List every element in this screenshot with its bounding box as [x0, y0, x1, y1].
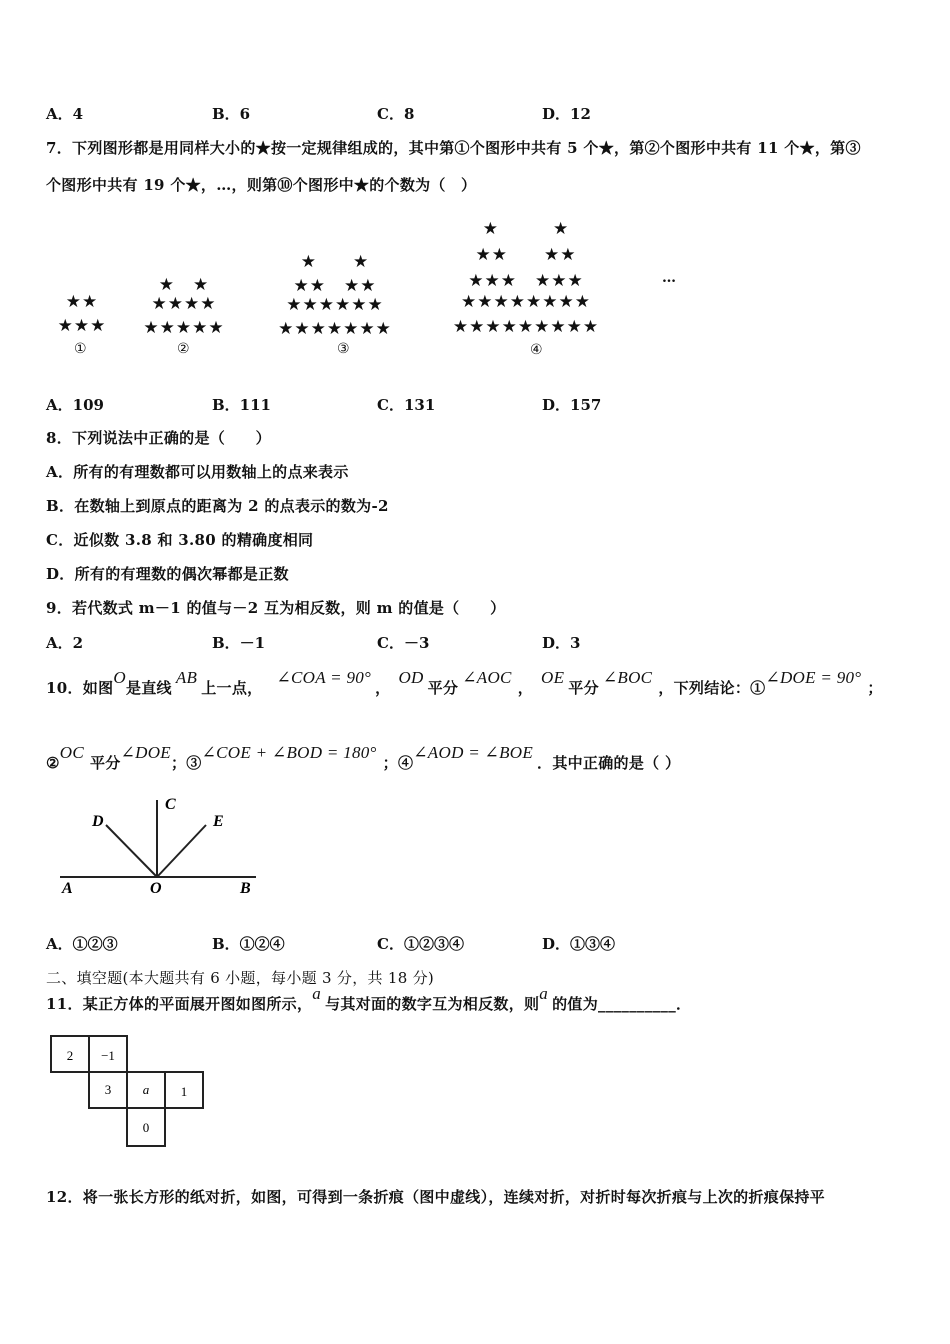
q7-stem-line1: 7．下列图形都是用同样大小的★按一定规律组成的，其中第①个图形中共有 5 个★，第②个图形中共有 11 个★，第③ [46, 139, 861, 157]
q9-option-b: B．－1 [212, 634, 266, 652]
label-o: O [150, 880, 162, 897]
q12-stem-line1: 12．将一张长方形的纸对折，如图，可得到一条折痕（图中虚线），连续对折，对折时每次折痕与上次的折痕保持平 [46, 1188, 825, 1206]
q7-fig4-row: ★★ ★★ [475, 245, 577, 265]
ray-oe [157, 825, 206, 877]
q10-math: ∠BOC [602, 668, 653, 687]
q7-fig2-row: ★ ★ [158, 275, 210, 295]
q10-math: OD [398, 668, 424, 687]
label-e: E [213, 813, 224, 830]
q10-option-a: A．①②③ [46, 935, 118, 953]
q10-math: ∠AOD = ∠BOE [413, 743, 534, 762]
q11-text: ． [676, 995, 692, 1013]
label-b: B [240, 880, 251, 897]
net-cell-label: 0 [142, 1120, 150, 1135]
q10-math: ∠AOC [462, 668, 512, 687]
q10-text: 平分 [568, 679, 599, 697]
q7-option-b: B．111 [212, 396, 271, 414]
q10-stem-line1 [46, 668, 883, 698]
net-cell-label: −1 [101, 1048, 115, 1063]
q11-stem [46, 984, 692, 1014]
q10-stem-line2 [46, 743, 681, 773]
q11-answer-blank[interactable]: __________ [598, 995, 677, 1013]
q7-fig4-row: ★ ★ [482, 219, 570, 239]
q11-math: a [539, 984, 549, 1003]
q10-angle-diagram [56, 792, 266, 902]
net-cell-label: 1 [180, 1084, 188, 1099]
q9-option-d: D．3 [542, 634, 581, 652]
q8-option-a: A．所有的有理数都可以用数轴上的点来表示 [46, 463, 349, 481]
q7-fig2-label: ② [177, 341, 190, 357]
q10-text: 是直线 [125, 679, 172, 697]
q7-fig3-row: ★★★★★★ [286, 295, 384, 315]
q7-fig4-row: ★★★★★★★★ [461, 292, 591, 312]
q6-option-a: A．4 [46, 105, 84, 123]
q10-text: ．其中正确的是（ ） [537, 754, 681, 772]
q10-math: ∠DOE [120, 743, 171, 762]
q10-text: ② [46, 754, 60, 772]
q10-text: 平分 [427, 679, 459, 697]
q10-math: ∠COA = 90° [276, 668, 372, 687]
q7-fig1-row: ★★★ [57, 316, 107, 336]
q7-fig2-row: ★★★★★ [143, 318, 225, 338]
q7-fig3-row: ★★★★★★★ [278, 319, 392, 339]
q10-text: ；③ [170, 754, 202, 772]
q10-math: OE [541, 668, 565, 687]
q11-text: 与其对面的数字互为相反数，则 [325, 995, 540, 1013]
q9-stem: 9．若代数式 m－1 的值与－2 互为相反数，则 m 的值是（ ） [46, 599, 506, 617]
q7-option-c: C．131 [377, 396, 436, 414]
q7-fig3-row: ★ ★ [300, 252, 370, 272]
q6-option-b: B．6 [212, 105, 251, 123]
q6-option-d: D．12 [542, 105, 591, 123]
q9-option-c: C．－3 [377, 634, 430, 652]
q10-text: ；④ [382, 754, 414, 772]
q8-option-b: B．在数轴上到原点的距离为 2 的点表示的数为-2 [46, 497, 389, 515]
q7-option-d: D．157 [542, 396, 602, 414]
q7-fig3-label: ③ [337, 341, 350, 357]
section-fill-in-heading: 二、填空题(本大题共有 6 小题，每小题 3 分，共 18 分) [46, 969, 435, 987]
q7-fig3-row: ★★ ★★ [293, 276, 377, 296]
q7-fig4-row: ★★★ ★★★ [468, 271, 584, 291]
q11-text: 11．某正方体的平面展开图如图所示， [46, 995, 313, 1013]
net-cell-label: a [142, 1082, 150, 1097]
label-a: A [62, 880, 73, 897]
q7-option-a: A．109 [46, 396, 104, 414]
label-d: D [92, 813, 104, 830]
q10-math: ∠COE + ∠BOD = 180° [201, 743, 377, 762]
net-cell-label: 2 [66, 1048, 74, 1063]
q9-option-a: A．2 [46, 634, 84, 652]
q10-math: O [113, 668, 126, 687]
q7-ellipsis: … [662, 270, 676, 286]
q10-option-d: D．①③④ [542, 935, 616, 953]
q7-fig1-label: ① [74, 341, 87, 357]
q10-math: ∠DOE = 90° [765, 668, 862, 687]
q11-cube-net [48, 1034, 208, 1152]
q10-text: ， [375, 679, 391, 697]
q7-fig2-row: ★★★★ [151, 294, 217, 314]
q11-math: a [312, 984, 322, 1003]
q10-text: 10．如图 [46, 679, 114, 697]
q7-fig4-label: ④ [530, 342, 543, 358]
label-c: C [165, 796, 176, 813]
q7-stem-line2: 个图形中共有 19 个★，…，则第⑩个图形中★的个数为（ ） [46, 176, 477, 194]
q7-fig4-row: ★★★★★★★★★ [452, 317, 600, 337]
q10-text: 上一点， [201, 679, 263, 697]
q6-option-c: C．8 [377, 105, 415, 123]
q11-text: 的值为 [552, 995, 599, 1013]
q10-math: OC [59, 743, 84, 762]
q8-option-c: C．近似数 3.8 和 3.80 的精确度相同 [46, 531, 314, 549]
q10-text: ； [867, 679, 883, 697]
q8-stem: 8．下列说法中正确的是（ ） [46, 429, 271, 447]
q10-text: ，下列结论：① [658, 679, 766, 697]
q10-option-b: B．①②④ [212, 935, 285, 953]
q10-option-c: C．①②③④ [377, 935, 464, 953]
q7-fig1-row: ★★ [65, 292, 99, 312]
q10-text: ， [517, 679, 533, 697]
q10-math: AB [175, 668, 198, 687]
net-cell-label: 3 [104, 1082, 112, 1097]
q10-text: 平分 [89, 754, 121, 772]
q8-option-d: D．所有的有理数的偶次幂都是正数 [46, 565, 289, 583]
ray-od [106, 825, 157, 877]
